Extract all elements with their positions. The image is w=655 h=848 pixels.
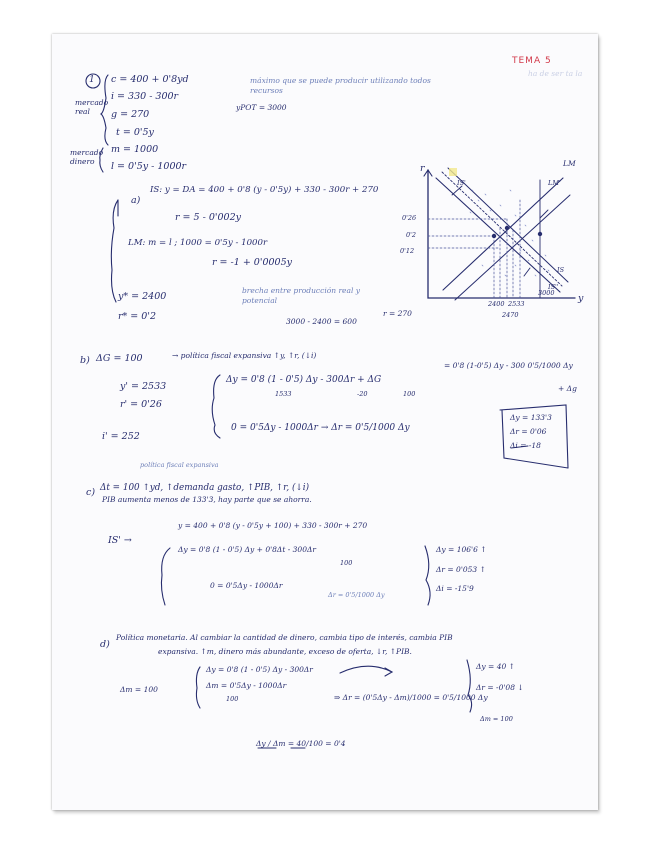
b-system-2: 0 = 0'5Δy - 1000Δr → Δr = 0'5/1000 Δy [231,423,410,433]
graph-tick-r3: 0'12 [400,247,415,255]
label-a: a) [131,195,141,206]
graph-is: IS [557,266,565,274]
eq-consumption: c = 400 + 0'8yd [111,74,189,85]
b-system-1-sub2: -20 [357,390,368,398]
c-equation: y = 400 + 0'8 (y - 0'5y + 100) + 330 - 300r + 270 [178,521,368,530]
graph-is-double: IS'' [548,283,559,291]
problem-number: 1 [89,75,95,85]
is-solved: r = 5 - 0'002y [175,212,241,223]
b-system-1-sub3: 100 [403,390,416,398]
eq-investment: i = 330 - 300r [111,91,179,102]
output-gap-calc: 3000 - 2400 = 600 [286,317,357,326]
d-system-2: Δm = 0'5Δy - 1000Δr [206,681,287,690]
graph-is-prime: IS' [457,179,466,187]
lm-curve [443,178,563,290]
label-c: c) [86,487,96,498]
potential-note: máximo que se puede producir utilizando todos recursos [250,76,431,95]
d-delta-m: Δm = 100 [120,685,158,694]
d-line-2: expansiva. ↑m, dinero más abundante, exceso de oferta, ↓r, ↑PIB. [158,647,412,656]
eq-government: g = 270 [111,109,150,120]
c-system-1: Δy = 0'8 (1 - 0'5) Δy + 0'8Δt - 300Δr [178,545,316,554]
c-heading: Δt = 100 ↑yd, ↑demanda gasto, ↑PIB, ↑r, (↓i) [100,483,310,493]
graph-lm-prime: LM' [548,179,561,187]
eq-money-supply: m = 1000 [111,144,159,155]
b-new-r: r' = 0'26 [120,399,162,410]
d-multiplier: Δy / Δm = 40/100 = 0'4 [256,739,346,748]
d-result-y: Δy = 40 ↑ [476,662,515,671]
c-result-y: Δy = 106'6 ↑ [436,545,487,554]
d-result-m: Δm = 100 [480,715,513,723]
lm-solved: r = -1 + 0'0005y [212,257,292,268]
eq-taxes: t = 0'5y [116,127,154,138]
b-result-i: Δi = -18 [510,441,541,450]
graph-tick-y2: 2533 [508,300,525,308]
d-result-r: Δr = -0'08 ↓ [476,683,524,692]
graph-y-axis: y [578,293,584,304]
bleed-text: ha de ser ta la [528,69,583,78]
label-b: b) [80,355,90,366]
side-label-real: mercado real [75,98,109,116]
c-result-i: Δi = -15'9 [436,584,474,593]
graph-r-axis: r [420,163,425,174]
b-system-1-sub: 1533 [275,390,292,398]
c-dr: Δr = 0'5/1000 Δy [328,591,385,599]
b-result-r: Δr = 0'06 [510,427,547,436]
c-note-top: política fiscal expansiva [140,461,219,469]
potential-output: yPOT = 3000 [236,103,287,112]
c-sub: 100 [340,559,353,567]
graph-tick-r1: 0'26 [402,214,417,222]
label-d: d) [100,639,110,650]
c-result-r: Δr = 0'053 ↑ [436,565,486,574]
c-is-prime: IS' → [108,535,132,546]
b-description: → política fiscal expansiva ↑y, ↑r, (↓i) [172,351,317,360]
side-label-money: mercado dinero [70,148,104,166]
graph-small-label: 3000 [538,289,555,297]
b-system-1-right: = 0'8 (1-0'5) Δy - 300 0'5/1000 Δy [444,361,573,370]
topic-tag: TEMA 5 [512,56,552,66]
graph-tick-r2: 0'2 [406,231,417,239]
b-new-y: y' = 2533 [120,381,167,392]
c-explanation: PIB aumenta menos de 133'3, hay parte que se ahorra. [102,495,312,504]
lm-equation: LM: m = l ; 1000 = 0'5y - 1000r [128,238,268,248]
b-new-i: i' = 252 [102,431,140,442]
graph-axes [428,170,575,298]
output-gap-note: brecha entre producción real y potencial [242,286,360,305]
d-dr: ⇒ Δr = (0'5Δy - Δm)/1000 = 0'5/1000 Δy [334,693,488,702]
is-double-prime-curve [442,172,565,286]
c-system-2: 0 = 0'5Δy - 1000Δr [210,581,283,590]
b-result-y: Δy = 133'3 [510,413,552,422]
d-line-1: Política monetaria. Al cambiar la cantidad de dinero, cambia tipo de interés, cambia PIB [116,633,453,642]
interest-value: r = 270 [383,309,412,318]
eq-money-demand: l = 0'5y - 1000r [111,161,187,172]
b-system-1: Δy = 0'8 (1 - 0'5) Δy - 300Δr + ΔG [226,375,382,385]
graph-lm-label: LM [563,159,576,168]
equilibrium-y: y* = 2400 [118,291,167,302]
is-equation: IS: y = DA = 400 + 0'8 (y - 0'5y) + 330 - 300r + 270 [150,185,379,195]
d-system-1: Δy = 0'8 (1 - 0'5) Δy - 300Δr [206,665,313,674]
graph-tick-y1: 2400 [488,300,505,308]
b-system-1-right2: + Δg [558,384,577,393]
graph-tick-y3: 2470 [502,311,519,319]
b-heading: ΔG = 100 [96,353,143,364]
d-sub: 100 [226,695,239,703]
equilibrium-r: r* = 0'2 [118,311,156,322]
